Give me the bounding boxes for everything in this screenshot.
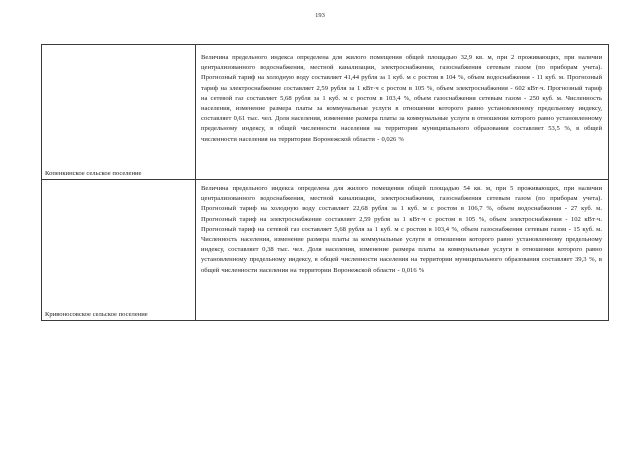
settlement-name: Кривоносовское сельское поселение [45, 311, 148, 318]
description-text: Величина предельного индекса определена для жилого помещения общей площадью 32,9 кв. м, при 2 проживающих, при наличии централизованного водоснабжения, местной канализации, электроснабжения, газоснабжения сетевым газом (по приборам учета). Прогнозный тариф на холодную воду составляет 41,44 рубля за 1 куб. м с ростом в 104 %, объем водоснабжения - 11 куб. м. Прогнозный тариф на электроснабжение составляет 2,59 рубля за 1 кВт·ч с ростом в 105 %, объем электроснабжения - 602 кВт·ч. Прогнозный тариф на сетевой газ составляет 5,68 рубля за 1 куб. м с ростом в 103,4 %, объем газоснабжения сетевым газом - 250 куб. м. Численность населения, изменение размера платы за коммунальные услуги в отношении которого равно установленному предельному индексу, составляет 0,61 тыс. чел. Доля населения, изменение размера платы за коммунальные услуги в отношении которого равно установленному предельному индексу, в общей численности населения на территории муниципального образования составляет 53,5 %, в общей численности населения на территории Воронежской области - 0,026 % [201, 54, 602, 143]
settlement-cell [42, 45, 196, 180]
table-row [42, 180, 609, 321]
description-cell [196, 45, 609, 180]
description-text: Величина предельного индекса определена для жилого помещения общей площадью 54 кв. м, при 5 проживающих, при наличии централизованного водоснабжения, местной канализации, электроснабжения, газоснабжения сетевым газом (по приборам учета). Прогнозный тариф на холодную воду составляет 22,68 рубля за 1 куб. м с ростом в 106,7 %, объем водоснабжения - 27 куб. м. Прогнозный тариф на электроснабжение составляет 2,59 рубля за 1 кВт·ч с ростом в 105 %, объем электроснабжения - 102 кВт·ч. Прогнозный тариф на сетевой газ составляет 5,68 рубля за 1 куб. м с ростом в 103,4 %, объем газоснабжения сетевым газом - 15 куб. м. Численность населения, изменение размера платы за коммунальные услуги в отношении которого равно установленному предельному индексу, составляет 0,38 тыс. чел. Доля населения, изменение размера платы за коммунальные услуги в отношении которого равно установленному предельному индексу, в общей численности населения на территории муниципального образования составляет 39,3 %, в общей численности населения на территории Воронежской области - 0,016 % [201, 185, 602, 274]
settlement-cell [42, 180, 196, 321]
description-cell [196, 180, 609, 321]
table-row [42, 45, 609, 180]
settlements-table [41, 44, 609, 321]
settlement-name: Копенкинское сельское поселение [45, 170, 142, 177]
page-number: 193 [315, 12, 325, 19]
